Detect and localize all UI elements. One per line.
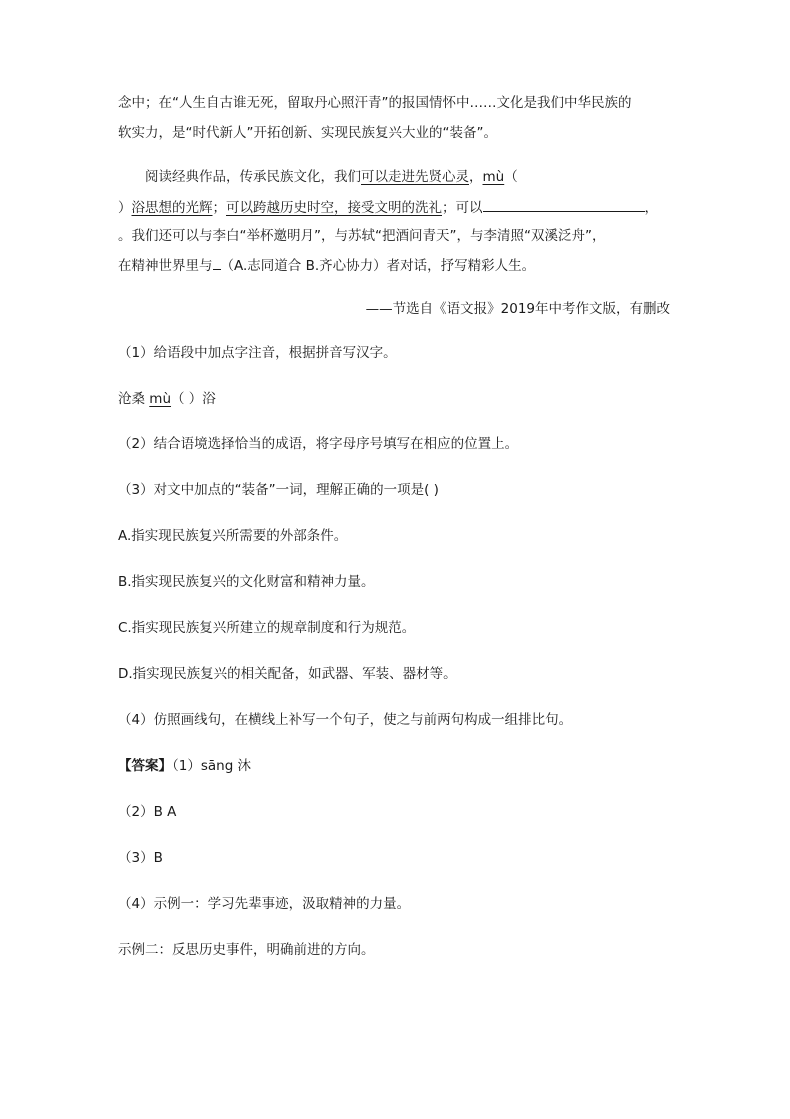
- underlined-sentence-1: 可以走进先贤心灵: [361, 169, 469, 185]
- option-c: C.指实现民族复兴所建立的规章制度和行为规范。: [118, 620, 416, 636]
- answer-1: 【答案】（1）sāng 沐: [118, 758, 252, 774]
- answer-4: （4）示例一：学习先辈事迹，汲取精神的力量。: [118, 896, 411, 912]
- question-3: （3）对文中加点的“装备”一词，理解正确的一项是( ): [118, 482, 439, 498]
- option-d: D.指实现民族复兴的相关配备，如武器、军装、器材等。: [118, 666, 457, 682]
- answer-4-example-2: 示例二：反思历史事件，明确前进的方向。: [118, 942, 375, 958]
- source-line: ——节选自《语文报》2019年中考作文版，有删改: [365, 301, 670, 317]
- pinyin-mu: mù: [482, 169, 505, 185]
- answer-2: （2）B A: [118, 804, 177, 820]
- question-4: （4）仿照画线句，在横线上补写一个句子，使之与前两句构成一组排比句。: [118, 712, 573, 728]
- underlined-sentence-2b: 可以跨越历史时空，接受文明的洗礼: [226, 200, 442, 216]
- option-b: B.指实现民族复兴的文化财富和精神力量。: [118, 574, 375, 590]
- answer-label: 【答案】: [118, 758, 172, 774]
- fill-blank-line[interactable]: [483, 197, 645, 212]
- para2-line3: 。我们还可以与李白“举杯邀明月”，与苏轼“把酒问青天”，与李清照“双溪泛舟”，: [118, 228, 606, 244]
- underlined-sentence-2a: 浴思想的光辉: [131, 200, 213, 216]
- para1-line1: 念中；在“人生自古谁无死，留取丹心照汗青”的报国情怀中……文化是我们中华民族的: [118, 95, 632, 111]
- para2-line4: 在精神世界里与 （A.志同道合 B.齐心协力）者对话，抒写精彩人生。: [118, 255, 535, 276]
- idiom-blank[interactable]: [213, 255, 221, 270]
- answer-3: （3）B: [118, 850, 163, 866]
- para2-line1: 阅读经典作品，传承民族文化，我们可以走进先贤心灵，mù（: [145, 169, 518, 185]
- question-1-sub: 沧桑 mù（ ）浴: [118, 391, 216, 407]
- question-1: （1）给语段中加点字注音，根据拼音写汉字。: [118, 345, 397, 361]
- para2-line2: ）浴思想的光辉；可以跨越历史时空，接受文明的洗礼；可以 ，: [118, 197, 658, 218]
- pinyin-mu-sub: mù: [149, 391, 172, 407]
- para1-line2: 软实力，是“时代新人”开拓创新、实现民族复兴大业的“装备”。: [118, 125, 497, 141]
- option-a: A.指实现民族复兴所需要的外部条件。: [118, 528, 348, 544]
- question-2: （2）结合语境选择恰当的成语，将字母序号填写在相应的位置上。: [118, 436, 519, 452]
